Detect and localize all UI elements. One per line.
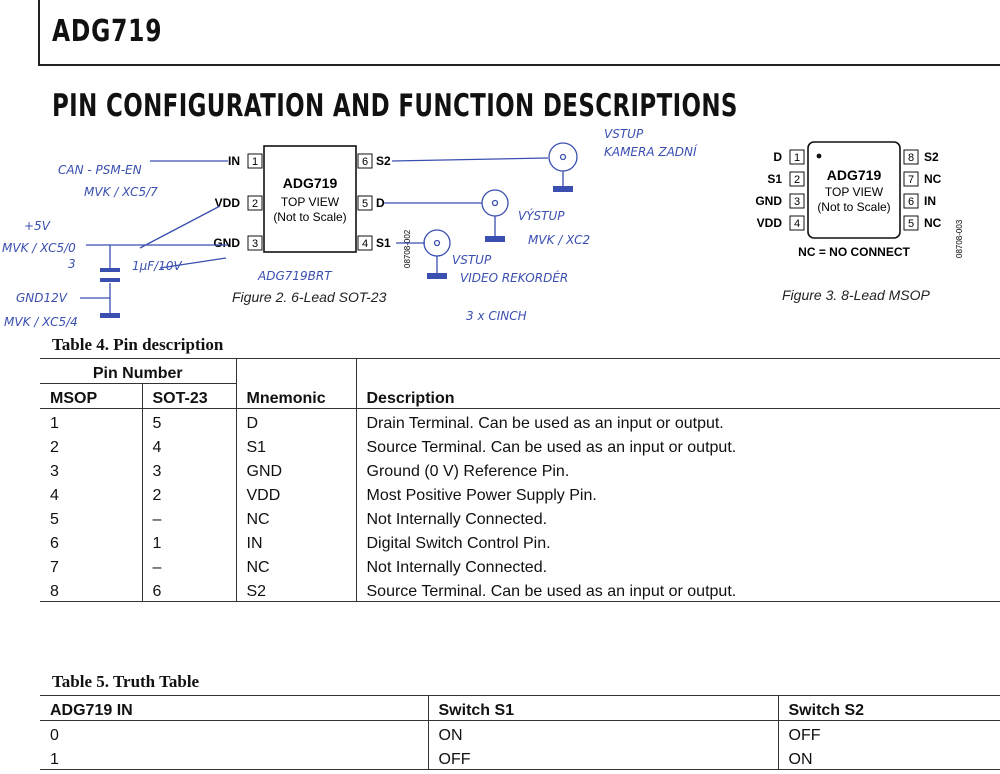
nc-note: NC = NO CONNECT: [798, 245, 910, 259]
cell-mnemonic: NC: [236, 505, 356, 529]
pin-label-vdd: VDD: [756, 216, 782, 230]
hand-gnd2: MVK / XC5/4: [4, 315, 78, 329]
pin-num-2: 2: [793, 174, 801, 186]
figure-caption: Figure 3. 8-Lead MSOP: [782, 287, 930, 303]
pin-label-s1: S1: [767, 172, 782, 186]
cell-description: Not Internally Connected.: [356, 553, 1000, 577]
table-row: [40, 409, 1000, 434]
table-row: [40, 721, 1000, 746]
header-rule-vertical: [38, 0, 40, 66]
cell-msop: 4: [50, 487, 59, 504]
pin-description-table: [40, 358, 1000, 602]
pin-num-7: 7: [907, 174, 915, 186]
cell-msop: 1: [50, 415, 59, 432]
pin-num-8: 8: [907, 152, 915, 164]
hand-out2: MVK / XC2: [528, 233, 591, 247]
column-header: Description: [356, 384, 1000, 409]
cell-sot23: 6: [142, 577, 236, 602]
package-title: ADG719: [282, 175, 338, 191]
pin-label-nc-7: NC: [924, 172, 942, 186]
ground-symbol-output: [485, 236, 505, 242]
ground-symbol-video: [427, 273, 447, 279]
cell-mnemonic: S2: [236, 577, 356, 602]
cell-mnemonic: GND: [236, 457, 356, 481]
header-rule: [38, 64, 1000, 66]
capacitor-plate-2: [100, 278, 120, 282]
column-header: Switch S2: [778, 696, 1000, 721]
hand-gnd1: GND12V: [16, 291, 67, 305]
pin-label-gnd: GND: [755, 194, 782, 208]
cell-sot23: –: [142, 505, 236, 529]
pin-label-d: D: [773, 150, 782, 164]
hand-can-line2: MVK / XC5/7: [84, 185, 158, 199]
hand-in-cam1: VSTUP: [604, 127, 644, 141]
pin-label-gnd: GND: [213, 236, 240, 250]
hand-cap: 1µF/10V: [132, 259, 182, 273]
cell-switch-s2: OFF: [778, 721, 1000, 746]
cell-msop: 8: [50, 583, 59, 600]
pin-label-s2: S2: [924, 150, 939, 164]
cell-mnemonic: IN: [236, 529, 356, 553]
hand-in-vid2: VIDEO REKORDÉR: [460, 271, 569, 285]
pin-num-5: 5: [907, 218, 915, 230]
cell-description: Ground (0 V) Reference Pin.: [356, 457, 1000, 481]
hand-5v-1: +5V: [24, 219, 50, 233]
table-row: [40, 529, 1000, 553]
package-top-view: TOP VIEW: [824, 185, 884, 199]
cell-msop: 6: [50, 535, 59, 552]
figure-2-sot23-diagram: [0, 118, 720, 333]
section-title: PIN CONFIGURATION AND FUNCTION DESCRIPTIONS: [52, 88, 738, 124]
pin-num-1: 1: [793, 152, 801, 164]
cell-sot23: 2: [142, 481, 236, 505]
package-title: ADG719: [826, 167, 882, 183]
hand-part: ADG719BRT: [258, 269, 332, 283]
capacitor-plate-1: [100, 268, 120, 272]
hand-5v-2: MVK / XC5/0: [2, 241, 76, 255]
pin-label-nc-5: NC: [924, 216, 942, 230]
table-row: [40, 505, 1000, 529]
cell-sot23: 3: [142, 457, 236, 481]
pin-num-1: 1: [251, 156, 259, 168]
pin1-dot: [817, 154, 822, 159]
table-5-title: Table 5. Truth Table: [52, 672, 200, 691]
part-number-title: ADG719: [52, 14, 163, 49]
column-header: ADG719 IN: [50, 702, 133, 719]
cell-msop: 7: [50, 559, 59, 576]
figure-code: 08708-002: [403, 229, 412, 268]
cell-in: 0: [50, 727, 59, 744]
pin-label-s2: S2: [376, 154, 391, 168]
cell-description: Source Terminal. Can be used as an input or output.: [356, 577, 1000, 602]
pin-label-in: IN: [228, 154, 240, 168]
hand-cinch: 3 x CINCH: [466, 309, 527, 323]
cell-description: Most Positive Power Supply Pin.: [356, 481, 1000, 505]
cell-msop: 3: [50, 463, 59, 480]
hand-5v-3: 3: [68, 257, 76, 271]
cell-in: 1: [50, 751, 59, 768]
cell-switch-s2: ON: [778, 745, 1000, 770]
package-not-to-scale: (Not to Scale): [273, 210, 347, 224]
pin-num-5: 5: [361, 198, 369, 210]
ground-symbol-camera: [553, 186, 573, 192]
column-header: Switch S1: [428, 696, 778, 721]
figure-code: 08708-003: [955, 219, 964, 258]
pin-num-6: 6: [361, 156, 369, 168]
header-spacer-2: [356, 359, 1000, 384]
cell-description: Source Terminal. Can be used as an input or output.: [356, 433, 1000, 457]
cell-msop: 2: [50, 439, 59, 456]
cell-msop: 5: [50, 511, 59, 528]
column-header: MSOP: [40, 384, 142, 409]
table-header-row-2: [40, 384, 1000, 409]
hand-in-vid1: VSTUP: [452, 253, 492, 267]
pin-label-vdd: VDD: [214, 196, 240, 210]
pin-num-4: 4: [793, 218, 801, 230]
cell-mnemonic: NC: [236, 553, 356, 577]
figure-caption: Figure 2. 6-Lead SOT-23: [232, 289, 387, 305]
column-header: Mnemonic: [236, 384, 356, 409]
cell-switch-s1: OFF: [428, 745, 778, 770]
ground-symbol-gnd: [100, 313, 120, 318]
table-row: [40, 457, 1000, 481]
package-top-view: TOP VIEW: [280, 195, 340, 209]
pin-label-in: IN: [924, 194, 936, 208]
cell-description: Drain Terminal. Can be used as an input or output.: [356, 409, 1000, 434]
table-header-row-1: [40, 359, 1000, 384]
cell-sot23: –: [142, 553, 236, 577]
truth-table: [40, 695, 1000, 770]
package-not-to-scale: (Not to Scale): [817, 200, 891, 214]
cell-sot23: 5: [142, 409, 236, 434]
table-row: [40, 481, 1000, 505]
table-row: [40, 553, 1000, 577]
cell-sot23: 1: [142, 529, 236, 553]
table-header-row: [40, 696, 1000, 721]
table-row: [40, 577, 1000, 602]
hand-can-line1: CAN - PSM-EN: [58, 163, 142, 177]
hand-in-cam2: KAMERA ZADNÍ: [604, 145, 697, 159]
header-spacer-1: [236, 359, 356, 384]
pin-num-3: 3: [793, 196, 801, 208]
cell-mnemonic: D: [236, 409, 356, 434]
pin-num-4: 4: [361, 238, 369, 250]
cell-mnemonic: VDD: [236, 481, 356, 505]
cell-description: Not Internally Connected.: [356, 505, 1000, 529]
table-4-title: Table 4. Pin description: [52, 335, 224, 354]
table-row: [40, 745, 1000, 770]
pin-label-s1: S1: [376, 236, 391, 250]
pin-num-2: 2: [251, 198, 259, 210]
cell-mnemonic: S1: [236, 433, 356, 457]
cell-description: Digital Switch Control Pin.: [356, 529, 1000, 553]
cell-sot23: 4: [142, 433, 236, 457]
hand-out1: VÝSTUP: [518, 209, 565, 223]
column-header: SOT-23: [142, 384, 236, 409]
table-row: [40, 433, 1000, 457]
pin-num-6: 6: [907, 196, 915, 208]
column-group-pin-number: Pin Number: [40, 359, 236, 384]
cell-switch-s1: ON: [428, 721, 778, 746]
pin-num-3: 3: [251, 238, 259, 250]
figure-3-msop-diagram: [740, 138, 980, 308]
hand-wiring: [80, 143, 577, 313]
pin-label-d: D: [376, 196, 385, 210]
